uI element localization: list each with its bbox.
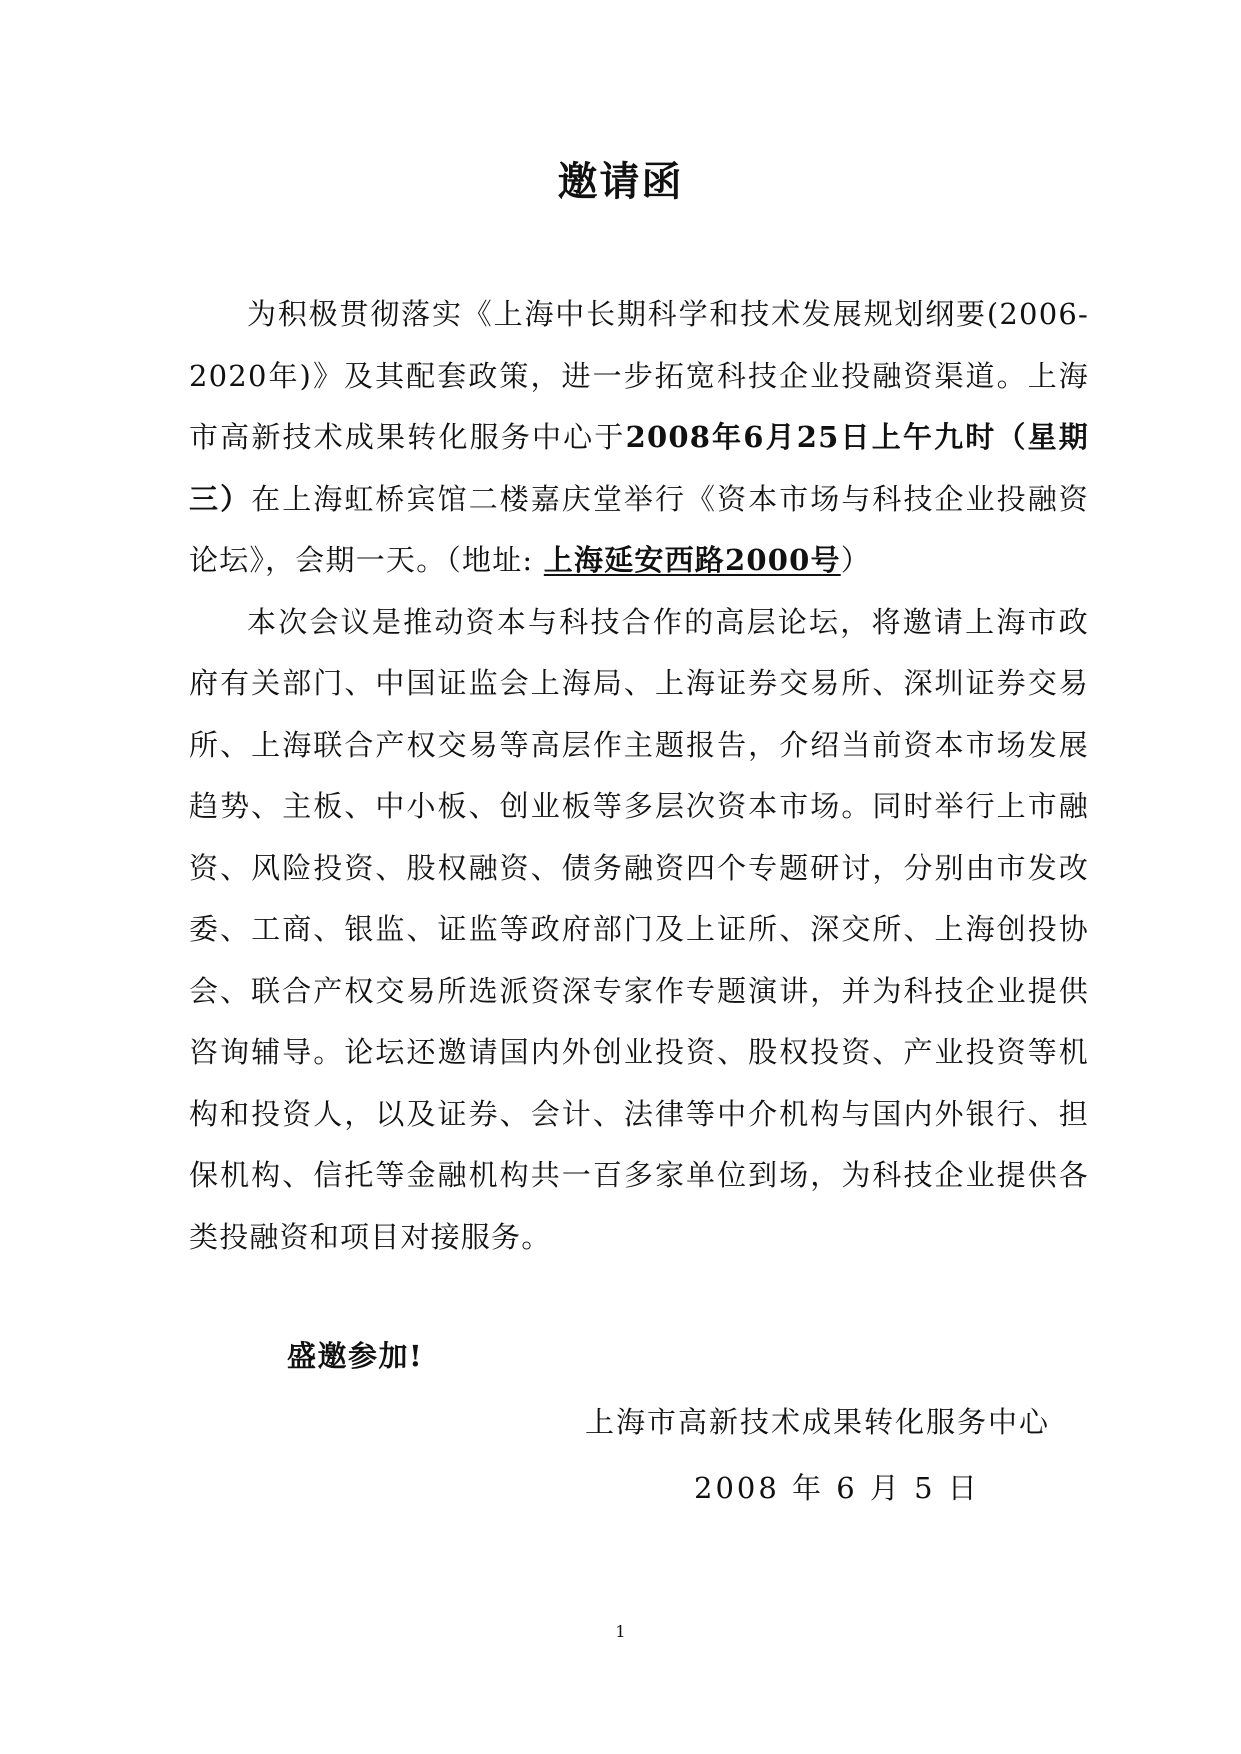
signature-date: 2008 年 6 月 5 日: [694, 1471, 980, 1505]
event-datetime: 2008年6月25日上午九时（星期三）: [189, 420, 1089, 516]
event-address: 上海延安西路2000号: [543, 543, 841, 577]
document-title: 邀请函: [557, 158, 684, 205]
paragraph-forum-description: 本次会议是推动资本与科技合作的高层论坛，将邀请上海市政府有关部门、中国证监会上海局、上海证券交易所、深圳证券交易所、上海联合产权交易等高层作主题报告，介绍当前资本市场发展趋势、主板、中小板、创业板等多层次资本市场。同时举行上市融资、风险投资、股权融资、债务融资四个专题研讨，分别由市发改委、工商、银监、证监等政府部门及上证所、深交所、上海创投协会、联合产权交易所选派资深专家作专题演讲，并为科技企业提供咨询辅导。论坛还邀请国内外创业投资、股权投资、产业投资等机构和投资人，以及证券、会计、法律等中介机构与国内外银行、担保机构、信托等金融机构共一百多家单位到场，为科技企业提供各类投融资和项目对接服务。: [189, 604, 1089, 1254]
page-number: 1: [615, 1622, 626, 1641]
signature-organization: 上海市高新技术成果转化服务中心: [585, 1405, 1051, 1439]
paragraph1-text-part2: 在上海虹桥宾馆二楼嘉庆堂举行《资本市场与科技企业投融资论坛》，会期一天。（地址:: [189, 481, 1090, 577]
paragraph1-text-part3: ）: [840, 543, 871, 577]
paragraph-event-announcement: [189, 284, 1089, 592]
paragraph1-text-part1: 为积极贯彻落实《上海中长期科学和技术发展规划纲要(2006-2020年)》及其配套政策，进一步拓宽科技企业投融资渠道。上海市高新技术成果转化服务中心于: [189, 297, 1089, 454]
closing-line: 盛邀参加!: [287, 1339, 424, 1373]
document-body: [189, 284, 1089, 1268]
